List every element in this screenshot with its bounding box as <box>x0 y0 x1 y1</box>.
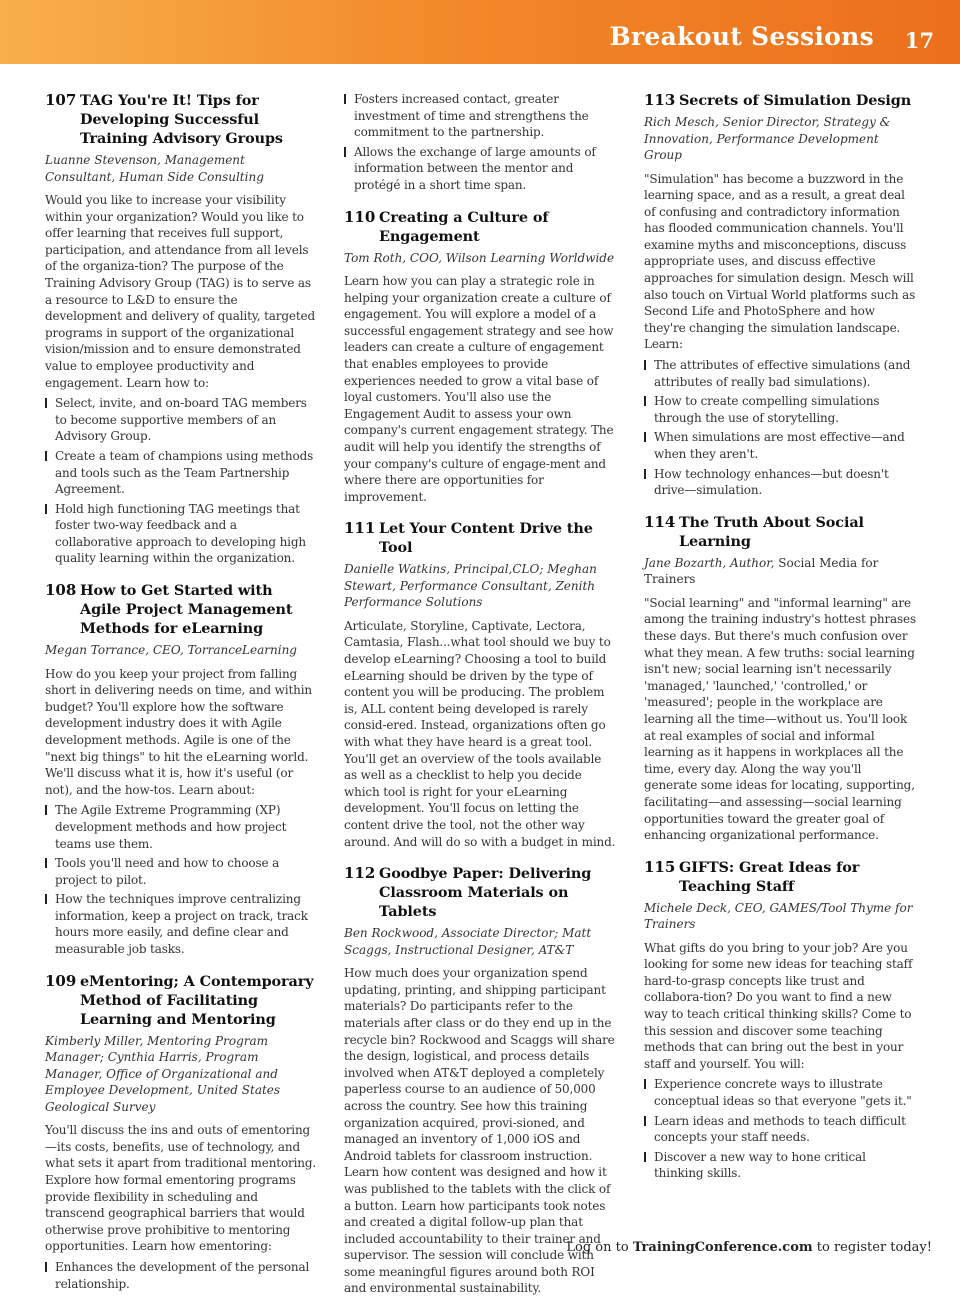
bullet-item: Tools you'll need and how to choose a project to pilot. <box>45 855 317 888</box>
session-description: How much does your organization spend updating, printing, and shipping participant materials? Do participants refer to the materials after class or do they end up in the recycle bin? Rockwood and Scaggs will share the design, logistical, and process details involved when AT&T deployed a completely paperless course to an audience of 50,000 across the country. See how this training organization acquired, provi-sioned, and managed an inventory of 1,000 iOS and Android tablets for classroom instruction. Learn how content was designed and how it was published to the tablets with the click of a button. Learn how participants took notes and created a digital follow-up plan that included accountability to their trainer and supervisor. The session will conclude with some meaningful figures around both ROI and environmental sustainability. <box>344 966 615 1296</box>
session-speaker: Kimberly Miller, Mentoring Program Manager; Cynthia Harris, Program Manager, Office of Organizational and Employee Development, United States Geological Survey <box>45 1033 281 1114</box>
session-description: Would you like to increase your visibility within your organization? Would you like to offer learning that receives full support, participation, and attendance from all levels of the organiza-tion? The purpose of the Training Advisory Group (TAG) is to serve as a resource to L&D to ensure the development and delivery of quality, targeted programs in support of the organizational vision/mission and to ensure demonstrated value to employee productivity and engagement. Learn how to: <box>45 193 316 390</box>
session-description: How do you keep your project from falling short in delivering needs on time, and within budget? You'll explore how the software development industry does it with Agile development methods. Agile is one of the "next big things" to hit the eLearning world. We'll discuss what it is, how it's useful (or not), and the how-tos. Learn about: <box>45 666 312 797</box>
session-114 <box>644 513 916 844</box>
bullet-item: The Agile Extreme Programming (XP) development methods and how project teams use them. <box>45 802 317 852</box>
page-header <box>0 0 960 64</box>
session-title: The Truth About Social Learning <box>679 513 864 550</box>
session-112 <box>344 864 616 1297</box>
session-title: Secrets of Simulation Design <box>679 92 912 109</box>
bullet-item: Create a team of champions using methods and tools such as the Team Partnership Agreement. <box>45 448 317 498</box>
session-bullets <box>644 357 916 499</box>
session-title: How to Get Started with Agile Project Management Methods for eLearning <box>80 582 293 638</box>
session-description: Learn how you can play a strategic role in helping your organization create a culture of engagement. You will explore a model of a successful engagement strategy and see how leaders can create a culture of engagement that enables employees to provide experiences needed to grow a vital base of loyal customers. You'll also use the Engagement Audit to assess your own company's current engagement strategy. The audit will help you identify the strengths of your company's culture of engage-ment and where there are opportunities for improvement. <box>344 274 614 504</box>
bullet-item: Allows the exchange of large amounts of information between the mentor and protégé in a short time span. <box>344 144 616 194</box>
session-110 <box>344 208 616 506</box>
session-bullets <box>344 91 616 194</box>
speaker-name: Jane Bozarth, Author, <box>644 555 775 570</box>
session-number: 112 <box>344 864 376 883</box>
session-109 <box>45 972 317 1292</box>
book-title: Social Media for Trainers <box>644 555 879 587</box>
bullet-item: Learn ideas and methods to teach difficult concepts your staff needs. <box>644 1113 916 1146</box>
footer-site-link[interactable]: TrainingConference.com <box>632 1240 813 1255</box>
bullet-item: How the techniques improve centralizing information, keep a project on track, track hours more easily, and define clear and measurable job tasks. <box>45 891 317 957</box>
bullet-item: Hold high functioning TAG meetings that foster two-way feedback and a collaborative approach to developing high quality learning within the organization. <box>45 501 317 567</box>
footer-register-line <box>566 1240 932 1255</box>
session-number: 114 <box>644 512 676 531</box>
bullet-item: When simulations are most effective—and when they aren't. <box>644 429 916 462</box>
session-115 <box>644 858 916 1182</box>
column-1 <box>45 91 317 1306</box>
page-number: 17 <box>904 28 934 53</box>
session-title: Creating a Culture of Engagement <box>379 208 549 245</box>
session-bullets <box>45 802 317 957</box>
session-109-continued <box>344 91 616 194</box>
bullet-item: Fosters increased contact, greater investment of time and strengthens the commitment to the partnership. <box>344 91 616 141</box>
bullet-item: The attributes of effective simulations (and attributes of really bad simulations). <box>644 357 916 390</box>
session-speaker: Rich Mesch, Senior Director, Strategy & Innovation, Performance Development Group <box>644 115 891 162</box>
session-speaker: Megan Torrance, CEO, TorranceLearning <box>45 643 297 658</box>
session-113 <box>644 91 916 499</box>
session-108 <box>45 581 317 958</box>
column-3 <box>644 91 916 1196</box>
bullet-item: Experience concrete ways to illustrate conceptual ideas so that everyone "gets it." <box>644 1076 916 1109</box>
session-speaker: Ben Rockwood, Associate Director; Matt Scaggs, Instructional Designer, AT&T <box>344 926 592 957</box>
bullet-item: How technology enhances—but doesn't drive—simulation. <box>644 466 916 499</box>
session-number: 108 <box>45 581 77 600</box>
session-number: 115 <box>644 857 676 876</box>
session-description: "Simulation" has become a buzzword in the learning space, and as a result, a great deal of confusing and contradictory information has flooded communication channels. You'll examine myths and misconceptions, discuss appropriate uses, and discuss effective approaches for simulation design. Mesch will also touch on Virtual World platforms such as Second Life and PhotoSphere and how they're changing the simulation landscape. Learn: <box>644 171 916 352</box>
session-title: Goodbye Paper: Delivering Classroom Materials on Tablets <box>379 865 592 921</box>
bullet-item: Discover a new way to hone critical thinking skills. <box>644 1149 916 1182</box>
session-speaker: Tom Roth, COO, Wilson Learning Worldwide <box>344 250 615 265</box>
session-speaker <box>644 555 916 588</box>
session-speaker: Danielle Watkins, Principal,CLO; Meghan Stewart, Performance Consultant, Zenith Performance Solutions <box>344 562 597 610</box>
session-bullets <box>644 1076 916 1182</box>
bullet-item: Enhances the development of the personal relationship. <box>45 1259 317 1292</box>
session-bullets <box>45 1259 317 1292</box>
session-title: eMentoring; A Contemporary Method of Facilitating Learning and Mentoring <box>80 972 314 1028</box>
session-title: GIFTS: Great Ideas for Teaching Staff <box>679 858 860 895</box>
session-number: 107 <box>45 91 77 109</box>
bullet-item: How to create compelling simulations through the use of storytelling. <box>644 393 916 426</box>
session-number: 113 <box>644 91 676 109</box>
session-111 <box>344 519 616 850</box>
session-number: 111 <box>344 519 376 538</box>
bullet-item: Select, invite, and on-board TAG members to become supportive members of an Advisory Group. <box>45 395 317 445</box>
session-description: What gifts do you bring to your job? Are you looking for some new ideas for teaching staff hard-to-grasp concepts like trust and collabora-tion? Do you want to find a new way to teach critical thinking skills? Come to this session and discover some teaching methods that can bring out the best in your staff and yourself. You will: <box>644 940 913 1071</box>
session-description: Articulate, Storyline, Captivate, Lectora, Camtasia, Flash...what tool should we buy to develop eLearning? Choosing a tool to build eLearning should be driven by the type of content you will be producing. The problem is, ALL content being developed is rarely consid-ered. Instead, organizations often go with what they have heard is a great tool. You'll get an overview of the tools available as well as a checklist to help you decide which tool is right for your eLearning development. You'll focus on letting the content drive the tool, not the other way around. And will do so with a budget in mind. <box>344 618 616 849</box>
session-speaker: Michele Deck, CEO, GAMES/Tool Thyme for Trainers <box>644 900 913 932</box>
session-description: You'll discuss the ins and outs of ementoring—its costs, benefits, use of technology, and what sets it apart from traditional mentoring. Explore how formal ementoring programs provide flexibility in scheduling and transcend geographical barriers that would otherwise prove prohibitive to mentoring opportunities. Learn how ementoring: <box>45 1123 317 1254</box>
section-title: Breakout Sessions <box>609 22 874 51</box>
footer-prefix: Log on to <box>566 1240 633 1255</box>
session-number: 109 <box>45 971 77 990</box>
session-title: TAG You're It! Tips for Developing Successful Training Advisory Groups <box>80 92 283 147</box>
session-bullets <box>45 395 317 567</box>
footer-suffix: to register today! <box>812 1240 932 1255</box>
session-number: 110 <box>344 207 376 226</box>
session-speaker: Luanne Stevenson, Management Consultant, Human Side Consulting <box>45 153 264 184</box>
session-107 <box>45 91 317 567</box>
column-2 <box>344 91 616 1311</box>
session-title: Let Your Content Drive the Tool <box>379 520 593 557</box>
session-description: "Social learning" and "informal learning" are among the training industry's hottest phrases these days. But there's much confusion over what they mean. A few truths: social learning isn't new; social learning isn't necessarily 'managed,' 'launched,' 'controlled,' or 'measured'; people in the workplace are learning all the time—without us. You'll look at real examples of social and informal learning as it happens in workplaces all the time, every day. Along the way you'll generate some ideas for locating, supporting, facilitating—and assessing—social learning opportunities toward the greater goal of enhancing organizational performance. <box>644 595 916 843</box>
